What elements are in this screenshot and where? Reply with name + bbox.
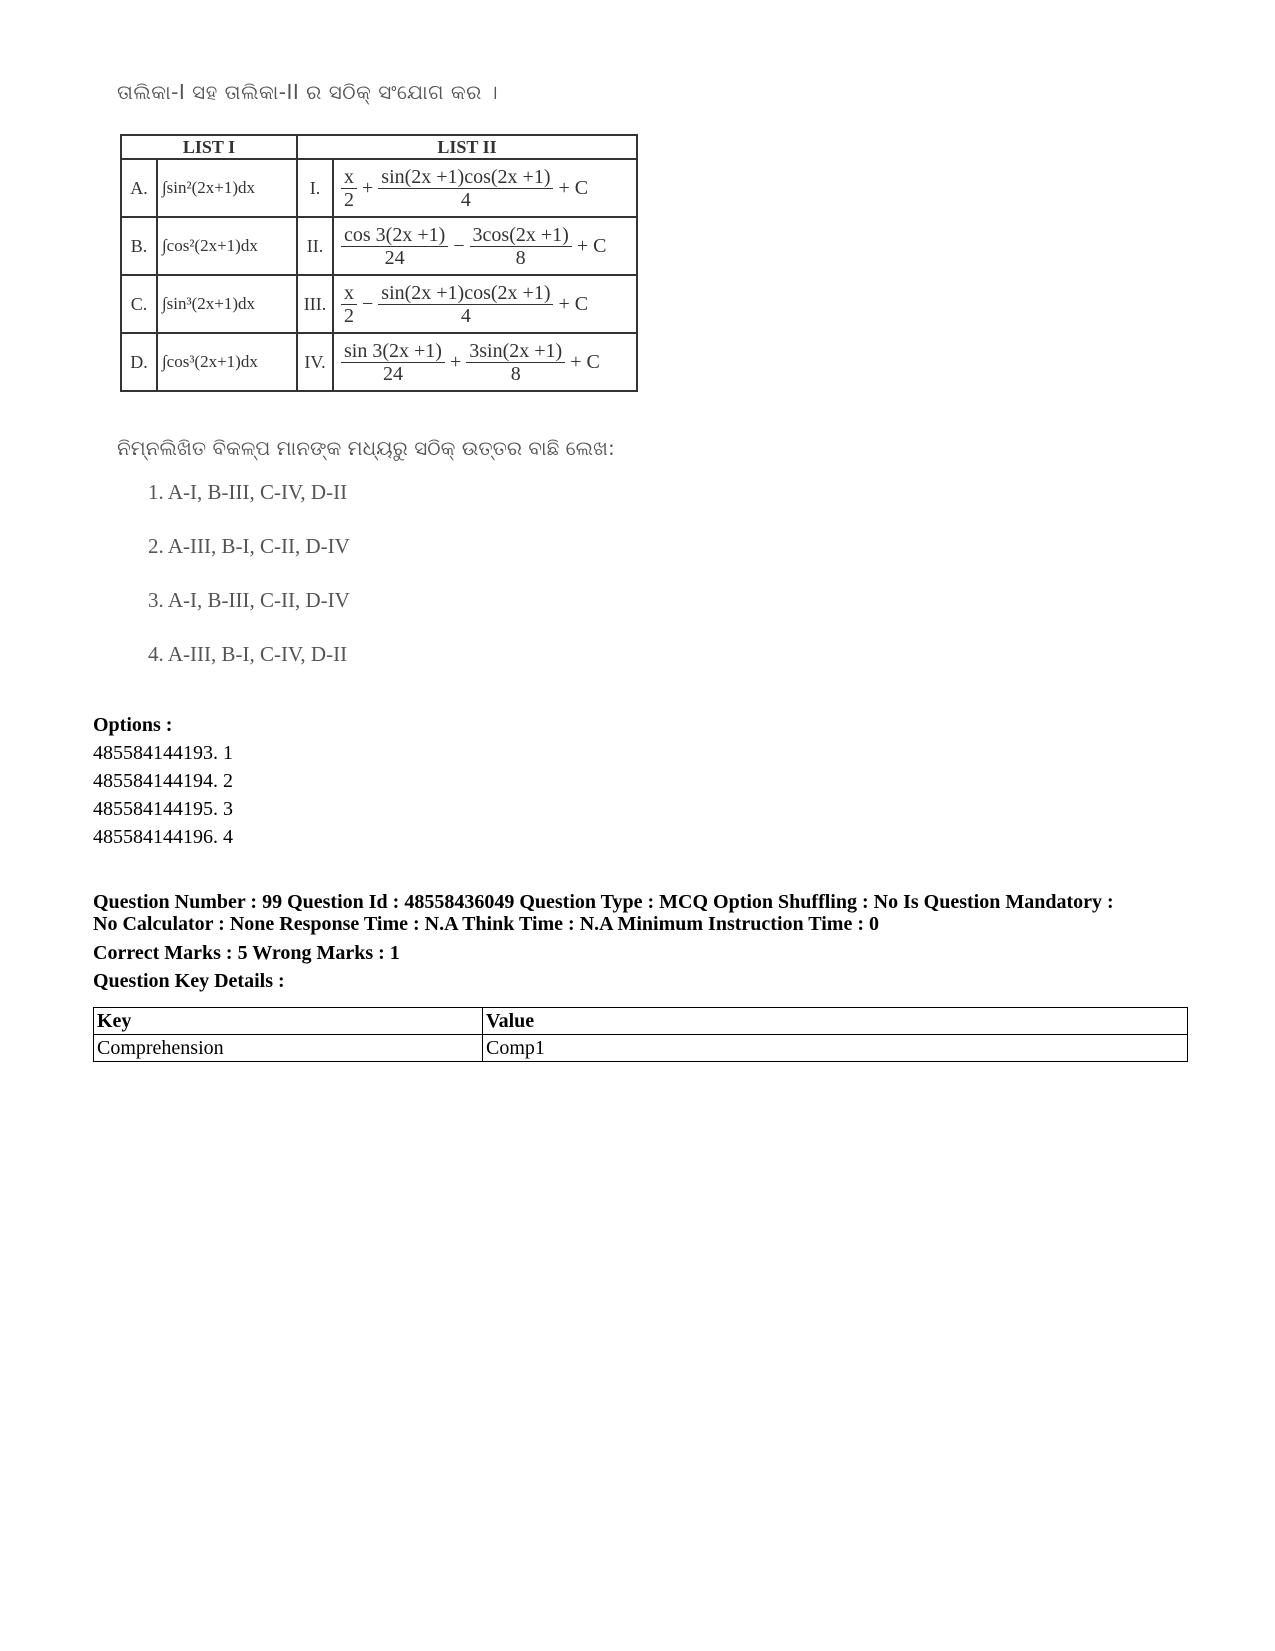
match-table (120, 134, 638, 392)
list1-expression: ∫sin³(2x+1)dx (157, 275, 297, 333)
constant: + C (558, 176, 589, 199)
list2-expression (333, 333, 637, 391)
key-header: Key (94, 1008, 483, 1035)
frac-den: 2 (344, 188, 354, 211)
list2-expression (333, 217, 637, 275)
row-roman: III. (297, 275, 333, 333)
table-row (94, 1008, 1188, 1035)
frac-num: cos 3(2x +1) (341, 224, 448, 247)
frac-num: 3cos(2x +1) (470, 224, 572, 247)
option-item: 485584144193. 1 (93, 742, 233, 764)
constant: + C (570, 350, 600, 373)
key-details-table (93, 1007, 1188, 1062)
match-row (121, 159, 637, 217)
question-key-details-label: Question Key Details : (93, 970, 285, 992)
frac-num: sin(2x +1)cos(2x +1) (378, 282, 553, 305)
match-row (121, 275, 637, 333)
frac-num: 3sin(2x +1) (466, 340, 565, 363)
frac-num: x (341, 282, 357, 305)
question-instruction: ତାଲିକା-I ସହ ତାଲିକା-II ର ସଠିକ୍ ସଂଯୋଗ କର । (117, 80, 499, 104)
row-roman: II. (297, 217, 333, 275)
match-table-header (121, 135, 637, 159)
operator: + (449, 350, 462, 373)
row-roman: IV. (297, 333, 333, 391)
question-meta-line2: No Calculator : None Response Time : N.A Think Time : N.A Minimum Instruction Time : 0 (93, 913, 879, 935)
operator: − (453, 234, 465, 257)
frac-den: 8 (515, 246, 526, 269)
row-label: D. (121, 333, 157, 391)
table-row (94, 1035, 1188, 1062)
match-row (121, 217, 637, 275)
option-item: 485584144196. 4 (93, 826, 233, 848)
row-label: C. (121, 275, 157, 333)
frac-num: sin 3(2x +1) (341, 340, 445, 363)
operator: + (362, 176, 374, 199)
question-meta-line1: Question Number : 99 Question Id : 48558436049 Question Type : MCQ Option Shuffling : No Is Question Mandatory : (93, 891, 1114, 913)
frac-den: 4 (460, 188, 471, 211)
list2-expression (333, 275, 637, 333)
frac-den: 24 (382, 362, 403, 385)
question-image (112, 72, 672, 692)
question-sub-instruction: ନିମ୍ନଲିଖିତ ବିକଳ୍ପ ମାନଙ୍କ ମଧ୍ୟରୁ ସଠିକ୍ ଉତ୍ତର ବାଛି ଲେଖ: (117, 436, 615, 460)
operator: − (362, 292, 374, 315)
frac-den: 4 (460, 304, 471, 327)
frac-den: 8 (510, 362, 521, 385)
constant: + C (576, 234, 607, 257)
choice-item: 4. A-III, B-I, C-IV, D-II (148, 642, 348, 666)
list1-header: LIST I (121, 135, 297, 159)
row-label: A. (121, 159, 157, 217)
frac-num: x (341, 166, 357, 189)
list2-expression (333, 159, 637, 217)
constant: + C (558, 292, 589, 315)
frac-num: sin(2x +1)cos(2x +1) (378, 166, 553, 189)
value-cell: Comp1 (483, 1035, 1188, 1062)
value-header: Value (483, 1008, 1188, 1035)
frac-den: 24 (384, 246, 405, 269)
option-item: 485584144195. 3 (93, 798, 233, 820)
row-label: B. (121, 217, 157, 275)
list1-expression: ∫sin²(2x+1)dx (157, 159, 297, 217)
choice-item: 1. A-I, B-III, C-IV, D-II (148, 480, 348, 504)
row-roman: I. (297, 159, 333, 217)
list1-expression: ∫cos³(2x+1)dx (157, 333, 297, 391)
question-marks: Correct Marks : 5 Wrong Marks : 1 (93, 942, 400, 964)
options-label: Options : (93, 714, 173, 736)
choice-item: 3. A-I, B-III, C-II, D-IV (148, 588, 350, 612)
list2-header: LIST II (297, 135, 637, 159)
option-item: 485584144194. 2 (93, 770, 233, 792)
frac-den: 2 (344, 304, 354, 327)
key-cell: Comprehension (94, 1035, 483, 1062)
list1-expression: ∫cos²(2x+1)dx (157, 217, 297, 275)
match-row (121, 333, 637, 391)
choice-item: 2. A-III, B-I, C-II, D-IV (148, 534, 350, 558)
